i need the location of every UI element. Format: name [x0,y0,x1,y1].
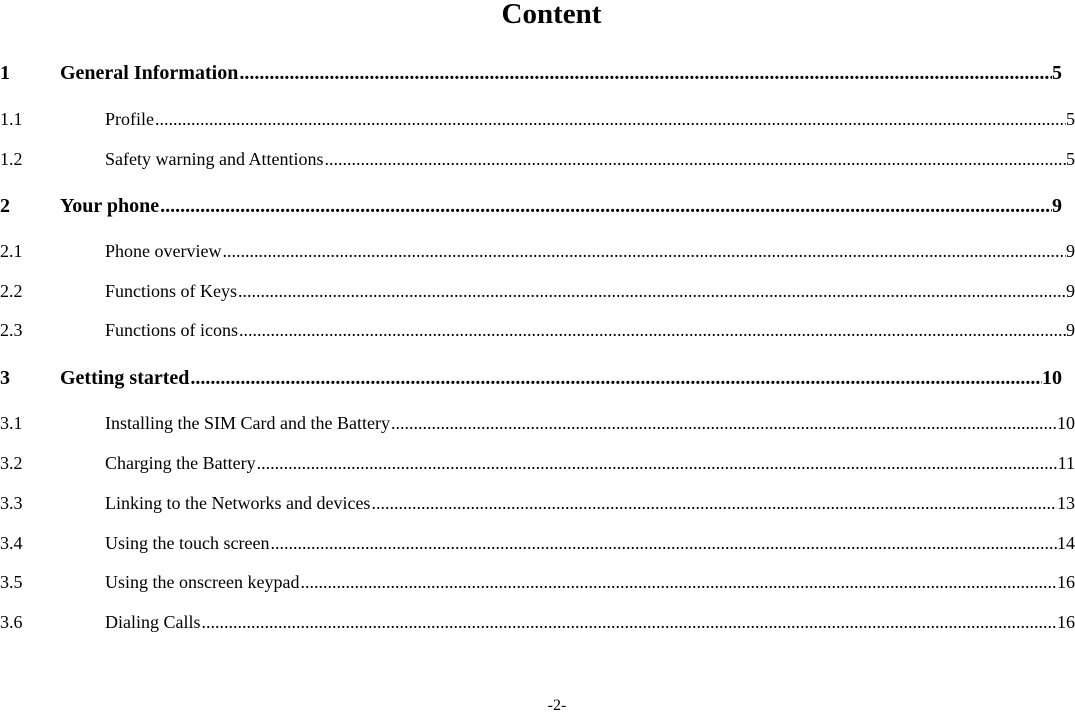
toc-entry-label: Functions of icons [105,320,238,340]
toc-entry-3-6[interactable] [0,609,1075,635]
toc-entry-page: 9 [1052,195,1062,217]
dot-leader [189,364,1042,392]
toc-entry-2[interactable] [0,192,1062,220]
toc-entry-page: 16 [1057,612,1075,632]
toc-entry-2-1[interactable] [0,238,1075,264]
dot-leader [323,146,1066,172]
toc-entry-page: 9 [1066,281,1075,301]
toc-entry-label: Safety warning and Attentions [105,149,324,169]
dot-leader [370,490,1057,516]
toc-entry-number: 1 [0,62,10,84]
toc-entry-page: 9 [1066,241,1075,261]
toc-entry-page: 16 [1057,572,1075,592]
toc-entry-number: 3.6 [0,612,23,632]
dot-leader [221,238,1066,264]
toc-entry-label: Using the touch screen [105,533,270,553]
dot-leader [238,59,1052,87]
toc-entry-label: Getting started [60,367,190,389]
toc-entry-page: 5 [1052,62,1062,84]
toc-entry-label: Installing the SIM Card and the Battery [105,413,390,433]
toc-entry-page: 9 [1066,320,1075,340]
toc-entry-number: 2.2 [0,281,23,301]
toc-entry-number: 3.3 [0,493,23,513]
dot-leader [256,450,1058,476]
toc-entry-1[interactable] [0,59,1062,87]
dot-leader [159,192,1052,220]
toc-entry-page: 11 [1057,453,1075,473]
toc-entry-3[interactable] [0,364,1062,392]
dot-leader [201,609,1058,635]
toc-entry-page: 10 [1042,367,1062,389]
toc-entry-label: Using the onscreen keypad [105,572,300,592]
page-title: Content [501,0,602,30]
toc-entry-number: 2.1 [0,241,23,261]
toc-entry-label: Your phone [60,195,160,217]
toc-entry-page: 10 [1057,413,1075,433]
toc-entry-label: Profile [105,109,154,129]
toc-entry-3-5[interactable] [0,569,1075,595]
toc-entry-page: 14 [1057,533,1075,553]
toc-entry-number: 3.5 [0,572,23,592]
toc-entry-2-3[interactable] [0,317,1075,343]
toc-entry-number: 2 [0,195,10,217]
toc-entry-page: 5 [1066,149,1075,169]
toc-entry-number: 2.3 [0,320,23,340]
toc-entry-number: 1.2 [0,149,23,169]
toc-entry-1-2[interactable] [0,146,1075,172]
page-number-footer: -2- [547,697,567,714]
toc-entry-label: Dialing Calls [105,612,201,632]
toc-entry-2-2[interactable] [0,278,1075,304]
toc-entry-number: 1.1 [0,109,23,129]
toc-entry-label: Linking to the Networks and devices [105,493,371,513]
toc-entry-3-1[interactable] [0,410,1075,436]
dot-leader [238,317,1066,343]
toc-entry-page: 13 [1057,493,1075,513]
toc-entry-number: 3 [0,367,10,389]
dot-leader [237,278,1066,304]
dot-leader [154,106,1066,132]
toc-entry-label: Functions of Keys [105,281,237,301]
dot-leader [390,410,1057,436]
toc-entry-number: 3.2 [0,453,23,473]
toc-entry-number: 3.4 [0,533,23,553]
toc-entry-label: Phone overview [105,241,222,261]
toc-entry-3-4[interactable] [0,530,1075,556]
toc-entry-3-3[interactable] [0,490,1075,516]
dot-leader [299,569,1057,595]
toc-entry-number: 3.1 [0,413,23,433]
toc-entry-3-2[interactable] [0,450,1075,476]
toc-entry-1-1[interactable] [0,106,1075,132]
toc-entry-label: General Information [60,62,239,84]
toc-entry-page: 5 [1066,109,1075,129]
dot-leader [269,530,1057,556]
toc-entry-label: Charging the Battery [105,453,256,473]
